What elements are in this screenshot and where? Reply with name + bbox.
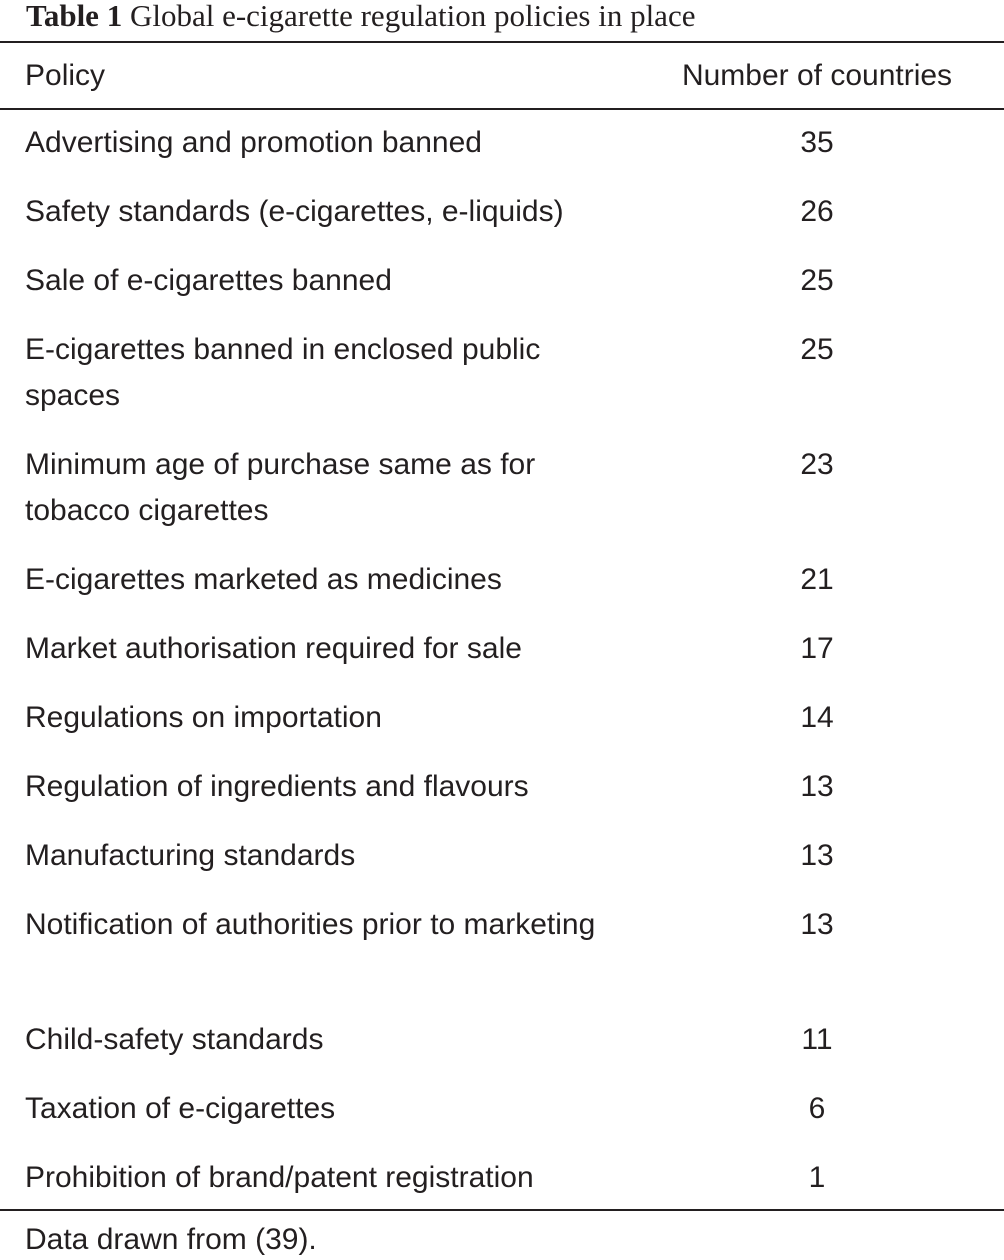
policy-cell: Regulations on importation bbox=[25, 701, 382, 734]
table-row bbox=[0, 1007, 1004, 1076]
count-cell: 13 bbox=[800, 770, 834, 803]
count-cell: 25 bbox=[800, 333, 834, 366]
policy-cell: Manufacturing standards bbox=[25, 839, 356, 872]
table-row bbox=[0, 1145, 1004, 1214]
policy-cell: Sale of e-cigarettes banned bbox=[25, 264, 392, 297]
table-footnote: Data drawn from (39). bbox=[25, 1223, 317, 1256]
policy-cell: Safety standards (e-cigarettes, e-liquids) bbox=[25, 195, 564, 228]
count-cell: 25 bbox=[800, 264, 834, 297]
policy-cell: E-cigarettes banned in enclosed public spaces bbox=[25, 333, 541, 412]
table-row bbox=[0, 754, 1004, 823]
policy-cell: Market authorisation required for sale bbox=[25, 632, 522, 665]
policy-cell: E-cigarettes marketed as medicines bbox=[25, 563, 502, 596]
table-row bbox=[0, 1076, 1004, 1145]
table-row bbox=[0, 179, 1004, 248]
table-body bbox=[0, 110, 1004, 1214]
table-title: Global e-cigarette regulation policies in place bbox=[129, 0, 696, 33]
policy-cell: Advertising and promotion banned bbox=[25, 126, 482, 159]
table-row bbox=[0, 685, 1004, 754]
policy-cell: Notification of authorities prior to marketing bbox=[25, 908, 596, 941]
count-cell: 23 bbox=[800, 448, 834, 481]
policy-cell: Prohibition of brand/patent registration bbox=[25, 1161, 534, 1194]
table-bottom-rule bbox=[0, 1209, 1004, 1211]
table-row bbox=[0, 892, 1004, 1007]
count-cell: 26 bbox=[800, 195, 834, 228]
count-cell: 17 bbox=[800, 632, 834, 665]
count-cell: 13 bbox=[800, 908, 834, 941]
table-row bbox=[0, 823, 1004, 892]
count-cell: 14 bbox=[800, 701, 834, 734]
table-header-row bbox=[0, 42, 1004, 108]
policy-cell: Minimum age of purchase same as for tobacco cigarettes bbox=[25, 448, 536, 527]
table-caption bbox=[26, 0, 695, 38]
table-row bbox=[0, 317, 1004, 432]
count-cell: 11 bbox=[801, 1023, 833, 1056]
table-row bbox=[0, 547, 1004, 616]
count-cell: 13 bbox=[800, 839, 834, 872]
count-cell: 35 bbox=[800, 126, 834, 159]
count-cell: 21 bbox=[800, 563, 834, 596]
policy-cell: Child-safety standards bbox=[25, 1023, 324, 1056]
table-number: Table 1 bbox=[26, 0, 123, 33]
table-row bbox=[0, 616, 1004, 685]
table-row bbox=[0, 432, 1004, 547]
policy-cell: Regulation of ingredients and flavours bbox=[25, 770, 529, 803]
table-row bbox=[0, 248, 1004, 317]
count-cell: 1 bbox=[808, 1161, 826, 1194]
count-cell: 6 bbox=[808, 1092, 826, 1125]
policy-cell: Taxation of e-cigarettes bbox=[25, 1092, 336, 1125]
table-row bbox=[0, 110, 1004, 179]
header-number-of-countries: Number of countries bbox=[681, 59, 953, 92]
header-policy: Policy bbox=[25, 59, 106, 92]
